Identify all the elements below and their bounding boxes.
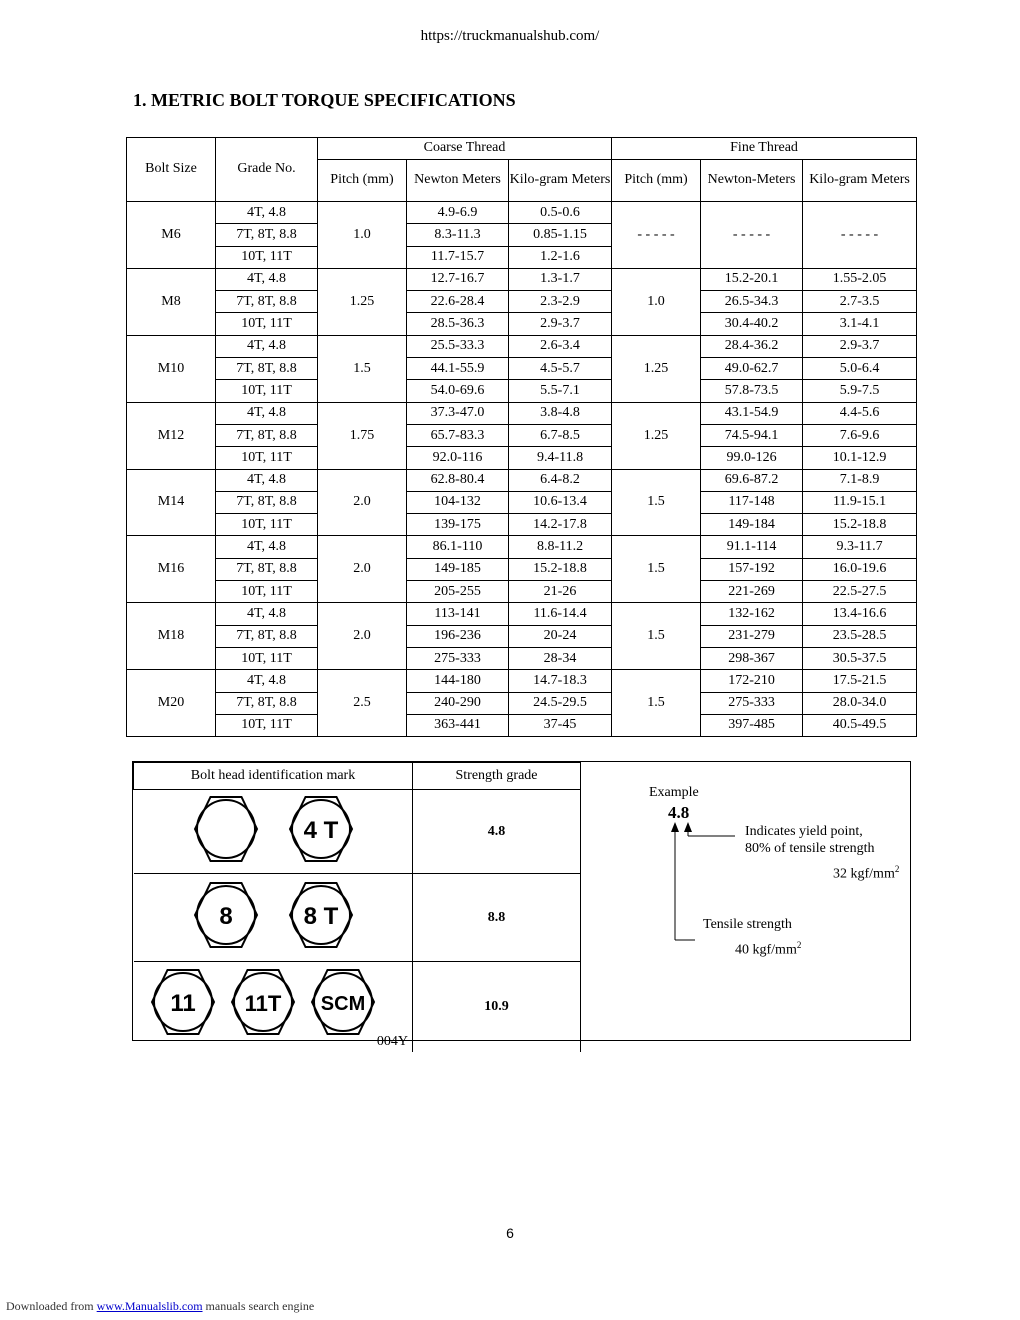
grade-cell: 7T, 8T, 8.8 <box>216 558 318 580</box>
fine-kgm-cell: 17.5-21.5 <box>803 670 917 692</box>
coarse-nm-cell: 62.8-80.4 <box>407 469 509 491</box>
fine-kgm-cell: 15.2-18.8 <box>803 514 917 536</box>
coarse-kgm-cell: 24.5-29.5 <box>509 692 612 714</box>
coarse-kgm-cell: 37-45 <box>509 714 612 736</box>
bolt-marks-10-9 <box>134 962 413 1053</box>
hex-head-8-icon <box>195 883 257 947</box>
coarse-nm-cell: 4.9-6.9 <box>407 202 509 224</box>
fine-kgm-cell: 2.7-3.5 <box>803 291 917 313</box>
bolt-size-cell: M14 <box>127 469 216 536</box>
grade-cell: 10T, 11T <box>216 447 318 469</box>
coarse-pitch-cell: 1.5 <box>318 335 407 402</box>
coarse-nm-cell: 44.1-55.9 <box>407 358 509 380</box>
fine-pitch-cell: 1.5 <box>612 670 701 737</box>
yield-text-2: 80% of tensile strength <box>745 841 875 856</box>
bolt-size-cell: M18 <box>127 603 216 670</box>
fine-nm-cell: 157-192 <box>701 558 803 580</box>
fine-pitch-cell: 1.0 <box>612 268 701 335</box>
fine-nm-cell: - - - - - <box>701 202 803 269</box>
coarse-nm-cell: 54.0-69.6 <box>407 380 509 402</box>
coarse-kgm-cell: 21-26 <box>509 581 612 603</box>
grade-cell: 4T, 4.8 <box>216 536 318 558</box>
fine-nm-cell: 30.4-40.2 <box>701 313 803 335</box>
torque-table <box>126 137 917 737</box>
coarse-kgm-cell: 20-24 <box>509 625 612 647</box>
table-row <box>127 625 917 647</box>
coarse-pitch-cell: 1.0 <box>318 202 407 269</box>
mark-label: 8 T <box>303 903 339 930</box>
coarse-kgm-cell: 3.8-4.8 <box>509 402 612 424</box>
grade-cell: 10T, 11T <box>216 647 318 669</box>
fine-nm-cell: 69.6-87.2 <box>701 469 803 491</box>
grade-cell: 4T, 4.8 <box>216 603 318 625</box>
bolt-size-cell: M10 <box>127 335 216 402</box>
table-row <box>127 380 917 402</box>
header-fine-kgm: Kilo-gram Meters <box>803 160 917 202</box>
footer <box>6 1299 314 1314</box>
fine-nm-cell: 91.1-114 <box>701 536 803 558</box>
coarse-kgm-cell: 9.4-11.8 <box>509 447 612 469</box>
coarse-pitch-cell: 2.0 <box>318 536 407 603</box>
hex-head-4t-icon <box>290 797 352 861</box>
header-fine-pitch: Pitch (mm) <box>612 160 701 202</box>
header-bolt-size: Bolt Size <box>127 138 216 202</box>
yield-unit: 32 kgf/$mm^2$ <box>833 864 900 882</box>
grade-cell: 10T, 11T <box>216 714 318 736</box>
coarse-nm-cell: 139-175 <box>407 514 509 536</box>
grade-cell: 4T, 4.8 <box>216 469 318 491</box>
grade-cell: 7T, 8T, 8.8 <box>216 692 318 714</box>
coarse-nm-cell: 205-255 <box>407 581 509 603</box>
coarse-nm-cell: 8.3-11.3 <box>407 224 509 246</box>
header-coarse-pitch: Pitch (mm) <box>318 160 407 202</box>
grade-cell: 10T, 11T <box>216 514 318 536</box>
header-fine-newton-meters: Newton-Meters <box>701 160 803 202</box>
table-row <box>127 402 917 424</box>
grade-cell: 7T, 8T, 8.8 <box>216 358 318 380</box>
fine-kgm-cell: 2.9-3.7 <box>803 335 917 357</box>
example-value: 4.8 <box>668 803 690 822</box>
coarse-nm-cell: 275-333 <box>407 647 509 669</box>
table-row <box>127 670 917 692</box>
header-fine-thread: Fine Thread <box>612 138 917 160</box>
hex-head-11-icon <box>152 970 214 1034</box>
table-row <box>127 536 917 558</box>
coarse-kgm-cell: 28-34 <box>509 647 612 669</box>
figure-code: 004Y <box>376 1034 408 1049</box>
fine-pitch-cell: 1.25 <box>612 335 701 402</box>
hex-heads-10-9 <box>134 962 411 1047</box>
coarse-nm-cell: 104-132 <box>407 491 509 513</box>
coarse-nm-cell: 22.6-28.4 <box>407 291 509 313</box>
grade-cell: 4T, 4.8 <box>216 670 318 692</box>
coarse-nm-cell: 196-236 <box>407 625 509 647</box>
bolt-marks-8-8 <box>134 874 413 962</box>
coarse-pitch-cell: 1.25 <box>318 268 407 335</box>
fine-nm-cell: 26.5-34.3 <box>701 291 803 313</box>
coarse-nm-cell: 28.5-36.3 <box>407 313 509 335</box>
fine-nm-cell: 49.0-62.7 <box>701 358 803 380</box>
coarse-kgm-cell: 6.7-8.5 <box>509 424 612 446</box>
fine-kgm-cell: 16.0-19.6 <box>803 558 917 580</box>
hex-heads-8-8 <box>134 874 411 956</box>
fine-kgm-cell: - - - - - <box>803 202 917 269</box>
fine-nm-cell: 149-184 <box>701 514 803 536</box>
fine-nm-cell: 298-367 <box>701 647 803 669</box>
example-label: Example <box>649 785 699 800</box>
footer-prefix: Downloaded from <box>6 1299 94 1313</box>
fine-nm-cell: 172-210 <box>701 670 803 692</box>
fine-pitch-cell: 1.25 <box>612 402 701 469</box>
fine-nm-cell: 57.8-73.5 <box>701 380 803 402</box>
yield-text-1: Indicates yield point, <box>745 824 863 839</box>
grade-cell: 7T, 8T, 8.8 <box>216 291 318 313</box>
table-row <box>127 358 917 380</box>
coarse-nm-cell: 113-141 <box>407 603 509 625</box>
table-row <box>127 581 917 603</box>
table-row <box>127 491 917 513</box>
fine-nm-cell: 132-162 <box>701 603 803 625</box>
hex-heads-4-8 <box>134 790 411 868</box>
grade-4-8: 4.8 <box>413 790 581 874</box>
fine-nm-cell: 231-279 <box>701 625 803 647</box>
grade-8-8: 8.8 <box>413 874 581 962</box>
source-url: https://truckmanualshub.com/ <box>420 28 600 44</box>
fine-kgm-cell: 23.5-28.5 <box>803 625 917 647</box>
example-arrows <box>579 762 910 1040</box>
header-identification-mark: Bolt head identification mark <box>134 763 413 790</box>
header-strength-grade: Strength grade <box>413 763 581 790</box>
coarse-kgm-cell: 8.8-11.2 <box>509 536 612 558</box>
table-row <box>127 647 917 669</box>
fine-kgm-cell: 1.55-2.05 <box>803 268 917 290</box>
grade-cell: 7T, 8T, 8.8 <box>216 625 318 647</box>
identification-table <box>133 762 581 1052</box>
bolt-size-cell: M6 <box>127 202 216 269</box>
fine-pitch-cell: 1.5 <box>612 603 701 670</box>
coarse-kgm-cell: 0.5-0.6 <box>509 202 612 224</box>
tensile-unit: 40 kgf/$mm^2$ <box>735 940 802 958</box>
grade-cell: 10T, 11T <box>216 581 318 603</box>
grade-cell: 7T, 8T, 8.8 <box>216 424 318 446</box>
fine-nm-cell: 43.1-54.9 <box>701 402 803 424</box>
coarse-nm-cell: 65.7-83.3 <box>407 424 509 446</box>
table-row <box>127 447 917 469</box>
coarse-kgm-cell: 2.9-3.7 <box>509 313 612 335</box>
fine-pitch-cell: 1.5 <box>612 536 701 603</box>
hex-head-scm-icon <box>312 970 374 1034</box>
grade-cell: 4T, 4.8 <box>216 335 318 357</box>
fine-nm-cell: 117-148 <box>701 491 803 513</box>
coarse-pitch-cell: 2.5 <box>318 670 407 737</box>
coarse-kgm-cell: 4.5-5.7 <box>509 358 612 380</box>
coarse-kgm-cell: 2.3-2.9 <box>509 291 612 313</box>
coarse-kgm-cell: 5.5-7.1 <box>509 380 612 402</box>
coarse-kgm-cell: 15.2-18.8 <box>509 558 612 580</box>
coarse-nm-cell: 240-290 <box>407 692 509 714</box>
header-coarse-thread: Coarse Thread <box>318 138 612 160</box>
fine-nm-cell: 221-269 <box>701 581 803 603</box>
table-row <box>127 313 917 335</box>
mark-label: 11T <box>244 991 282 1016</box>
tensile-label: Tensile strength <box>703 917 792 932</box>
coarse-pitch-cell: 2.0 <box>318 469 407 536</box>
header-grade: Grade No. <box>216 138 318 202</box>
coarse-kgm-cell: 6.4-8.2 <box>509 469 612 491</box>
mark-label: SCM <box>321 993 366 1015</box>
table-row <box>127 291 917 313</box>
fine-kgm-cell: 9.3-11.7 <box>803 536 917 558</box>
table-row <box>127 268 917 290</box>
grade-cell: 4T, 4.8 <box>216 202 318 224</box>
fine-nm-cell: 275-333 <box>701 692 803 714</box>
coarse-kgm-cell: 2.6-3.4 <box>509 335 612 357</box>
coarse-kgm-cell: 1.3-1.7 <box>509 268 612 290</box>
fine-nm-cell: 28.4-36.2 <box>701 335 803 357</box>
grade-cell: 10T, 11T <box>216 380 318 402</box>
grade-cell: 7T, 8T, 8.8 <box>216 224 318 246</box>
page-title: 1. METRIC BOLT TORQUE SPECIFICATIONS <box>133 90 516 110</box>
bolt-size-cell: M12 <box>127 402 216 469</box>
fine-kgm-cell: 40.5-49.5 <box>803 714 917 736</box>
coarse-kgm-cell: 11.6-14.4 <box>509 603 612 625</box>
bolt-marks-4-8 <box>134 790 413 874</box>
grade-cell: 10T, 11T <box>216 313 318 335</box>
bolt-identification-box <box>132 761 911 1049</box>
fine-kgm-cell: 4.4-5.6 <box>803 402 917 424</box>
table-row <box>127 714 917 736</box>
header-coarse-newton-meters: Newton Meters <box>407 160 509 202</box>
table-row <box>127 424 917 446</box>
coarse-kgm-cell: 14.7-18.3 <box>509 670 612 692</box>
fine-kgm-cell: 11.9-15.1 <box>803 491 917 513</box>
table-row <box>127 558 917 580</box>
coarse-nm-cell: 149-185 <box>407 558 509 580</box>
grade-cell: 7T, 8T, 8.8 <box>216 491 318 513</box>
coarse-kgm-cell: 10.6-13.4 <box>509 491 612 513</box>
table-row <box>127 692 917 714</box>
grade-cell: 10T, 11T <box>216 246 318 268</box>
fine-kgm-cell: 5.0-6.4 <box>803 358 917 380</box>
fine-kgm-cell: 13.4-16.6 <box>803 603 917 625</box>
coarse-nm-cell: 144-180 <box>407 670 509 692</box>
grade-10-9: 10.9 <box>413 962 581 1053</box>
coarse-nm-cell: 12.7-16.7 <box>407 268 509 290</box>
table-row <box>127 603 917 625</box>
fine-pitch-cell: - - - - - <box>612 202 701 269</box>
grade-example <box>579 762 910 1040</box>
coarse-nm-cell: 363-441 <box>407 714 509 736</box>
footer-suffix: manuals search engine <box>205 1299 315 1313</box>
grade-cell: 4T, 4.8 <box>216 402 318 424</box>
coarse-nm-cell: 11.7-15.7 <box>407 246 509 268</box>
manualslib-link[interactable]: www.Manualslib.com <box>96 1299 203 1313</box>
bolt-size-cell: M20 <box>127 670 216 737</box>
fine-kgm-cell: 22.5-27.5 <box>803 581 917 603</box>
table-row <box>127 469 917 491</box>
fine-kgm-cell: 30.5-37.5 <box>803 647 917 669</box>
fine-kgm-cell: 10.1-12.9 <box>803 447 917 469</box>
coarse-nm-cell: 92.0-116 <box>407 447 509 469</box>
fine-nm-cell: 74.5-94.1 <box>701 424 803 446</box>
fine-nm-cell: 99.0-126 <box>701 447 803 469</box>
fine-kgm-cell: 7.6-9.6 <box>803 424 917 446</box>
fine-nm-cell: 397-485 <box>701 714 803 736</box>
coarse-pitch-cell: 1.75 <box>318 402 407 469</box>
hex-head-8t-icon <box>290 883 352 947</box>
coarse-nm-cell: 86.1-110 <box>407 536 509 558</box>
table-row <box>127 202 917 224</box>
header-coarse-kgm: Kilo-gram Meters <box>509 160 612 202</box>
coarse-nm-cell: 25.5-33.3 <box>407 335 509 357</box>
grade-cell: 4T, 4.8 <box>216 268 318 290</box>
mark-label: 11 <box>170 990 196 1017</box>
fine-kgm-cell: 7.1-8.9 <box>803 469 917 491</box>
page-number: 6 <box>506 1225 514 1241</box>
table-row <box>127 514 917 536</box>
fine-kgm-cell: 3.1-4.1 <box>803 313 917 335</box>
coarse-kgm-cell: 0.85-1.15 <box>509 224 612 246</box>
bolt-size-cell: M16 <box>127 536 216 603</box>
fine-nm-cell: 15.2-20.1 <box>701 268 803 290</box>
hex-head-11t-icon <box>232 970 294 1034</box>
coarse-kgm-cell: 14.2-17.8 <box>509 514 612 536</box>
mark-label: 8 <box>219 903 233 930</box>
fine-kgm-cell: 28.0-34.0 <box>803 692 917 714</box>
coarse-pitch-cell: 2.0 <box>318 603 407 670</box>
mark-label: 4 T <box>303 817 339 844</box>
coarse-kgm-cell: 1.2-1.6 <box>509 246 612 268</box>
fine-pitch-cell: 1.5 <box>612 469 701 536</box>
bolt-size-cell: M8 <box>127 268 216 335</box>
fine-kgm-cell: 5.9-7.5 <box>803 380 917 402</box>
hex-head-plain-icon <box>195 797 257 861</box>
coarse-nm-cell: 37.3-47.0 <box>407 402 509 424</box>
table-row <box>127 335 917 357</box>
